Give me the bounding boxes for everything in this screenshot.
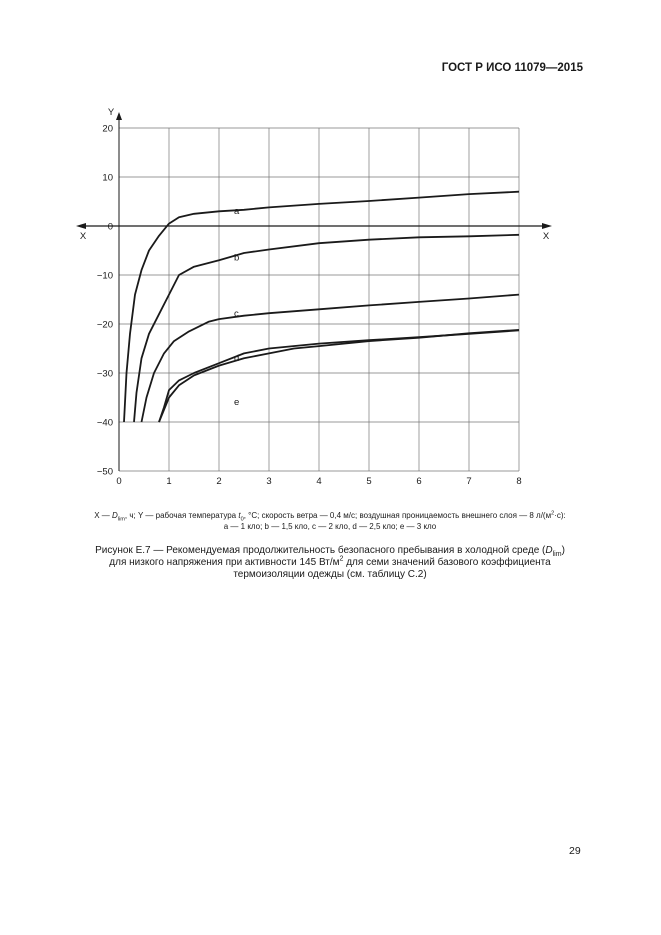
caption-lim-sub: lim	[552, 551, 562, 558]
figure-caption	[40, 545, 620, 581]
x-tick-label: 7	[466, 476, 472, 487]
series-label-c: c	[234, 308, 239, 320]
x-tick-label: 1	[166, 476, 172, 487]
x-axis-arrow-right	[542, 223, 552, 229]
caption-sq-sup: 2	[339, 555, 344, 563]
legend-t-symbol: t	[238, 511, 241, 520]
legend-lim-sub: lim	[117, 516, 125, 523]
legend-unit-end: ·с):	[554, 511, 566, 520]
x-tick-label: 8	[516, 476, 522, 487]
caption-line-2	[40, 557, 620, 569]
page-number: 29	[569, 845, 581, 857]
caption-line-3: термоизоляции одежды (см. таблицу С.2)	[233, 569, 427, 580]
y-tick-label: −10	[96, 270, 113, 282]
document-id: ГОСТ Р ИСО 11079—2015	[441, 62, 583, 74]
series-label-a: a	[234, 205, 240, 217]
legend-text	[30, 510, 630, 532]
x-tick-label: 2	[216, 476, 222, 487]
x-tick-label: 6	[416, 476, 422, 487]
y-axis-label: Y	[107, 107, 115, 118]
x-tick-label: 4	[316, 476, 322, 487]
y-tick-label: −20	[96, 319, 113, 331]
legend-conditions: , °C; скорость ветра — 0,4 м/с; воздушная проницаемость внешнего слоя — 8 л/(м	[243, 511, 552, 520]
series-curve-c	[142, 295, 520, 422]
x-axis-arrow-left	[76, 223, 86, 229]
caption-line-1	[40, 545, 620, 557]
caption-part-4: для семи значений базового коэффициента	[343, 557, 551, 568]
legend-sq-sup: 2	[551, 510, 555, 517]
series-label-b: b	[234, 252, 240, 264]
series-label-d: d	[234, 352, 240, 364]
y-axis-arrow	[116, 112, 122, 120]
caption-d-symbol: D	[545, 545, 553, 556]
y-tick-label: 0	[107, 221, 113, 233]
series-curve-b	[134, 235, 519, 422]
legend-x-def: X —	[94, 511, 112, 520]
x-axis-label-right: X	[542, 231, 550, 242]
series-curve-e	[159, 330, 519, 422]
x-tick-label: 0	[116, 476, 122, 487]
y-tick-label: −40	[96, 417, 113, 429]
x-tick-label: 5	[366, 476, 372, 487]
caption-part-2: )	[561, 545, 565, 556]
legend-line-1	[30, 510, 630, 521]
legend-d-symbol: D	[111, 511, 118, 520]
series-label-e: e	[234, 396, 240, 408]
y-tick-label: −50	[96, 466, 113, 478]
y-tick-label: −30	[96, 368, 113, 380]
caption-part-1: Рисунок Е.7 — Рекомендуемая продолжительность безопасного пребывания в холодной среде (	[95, 545, 546, 556]
legend-line-2: a — 1 кло; b — 1,5 кло, c — 2 кло, d — 2,5 кло; e — 3 кло	[223, 522, 437, 531]
x-axis-label-left: X	[79, 231, 87, 242]
legend-y-def: , ч; Y — рабочая температура	[124, 511, 239, 520]
legend-t-sub: 0	[240, 516, 244, 523]
y-tick-label: 10	[102, 172, 113, 184]
caption-part-3: для низкого напряжения при активности 145 Вт/м	[109, 557, 340, 568]
x-tick-label: 3	[266, 476, 272, 487]
y-tick-label: 20	[102, 123, 113, 135]
